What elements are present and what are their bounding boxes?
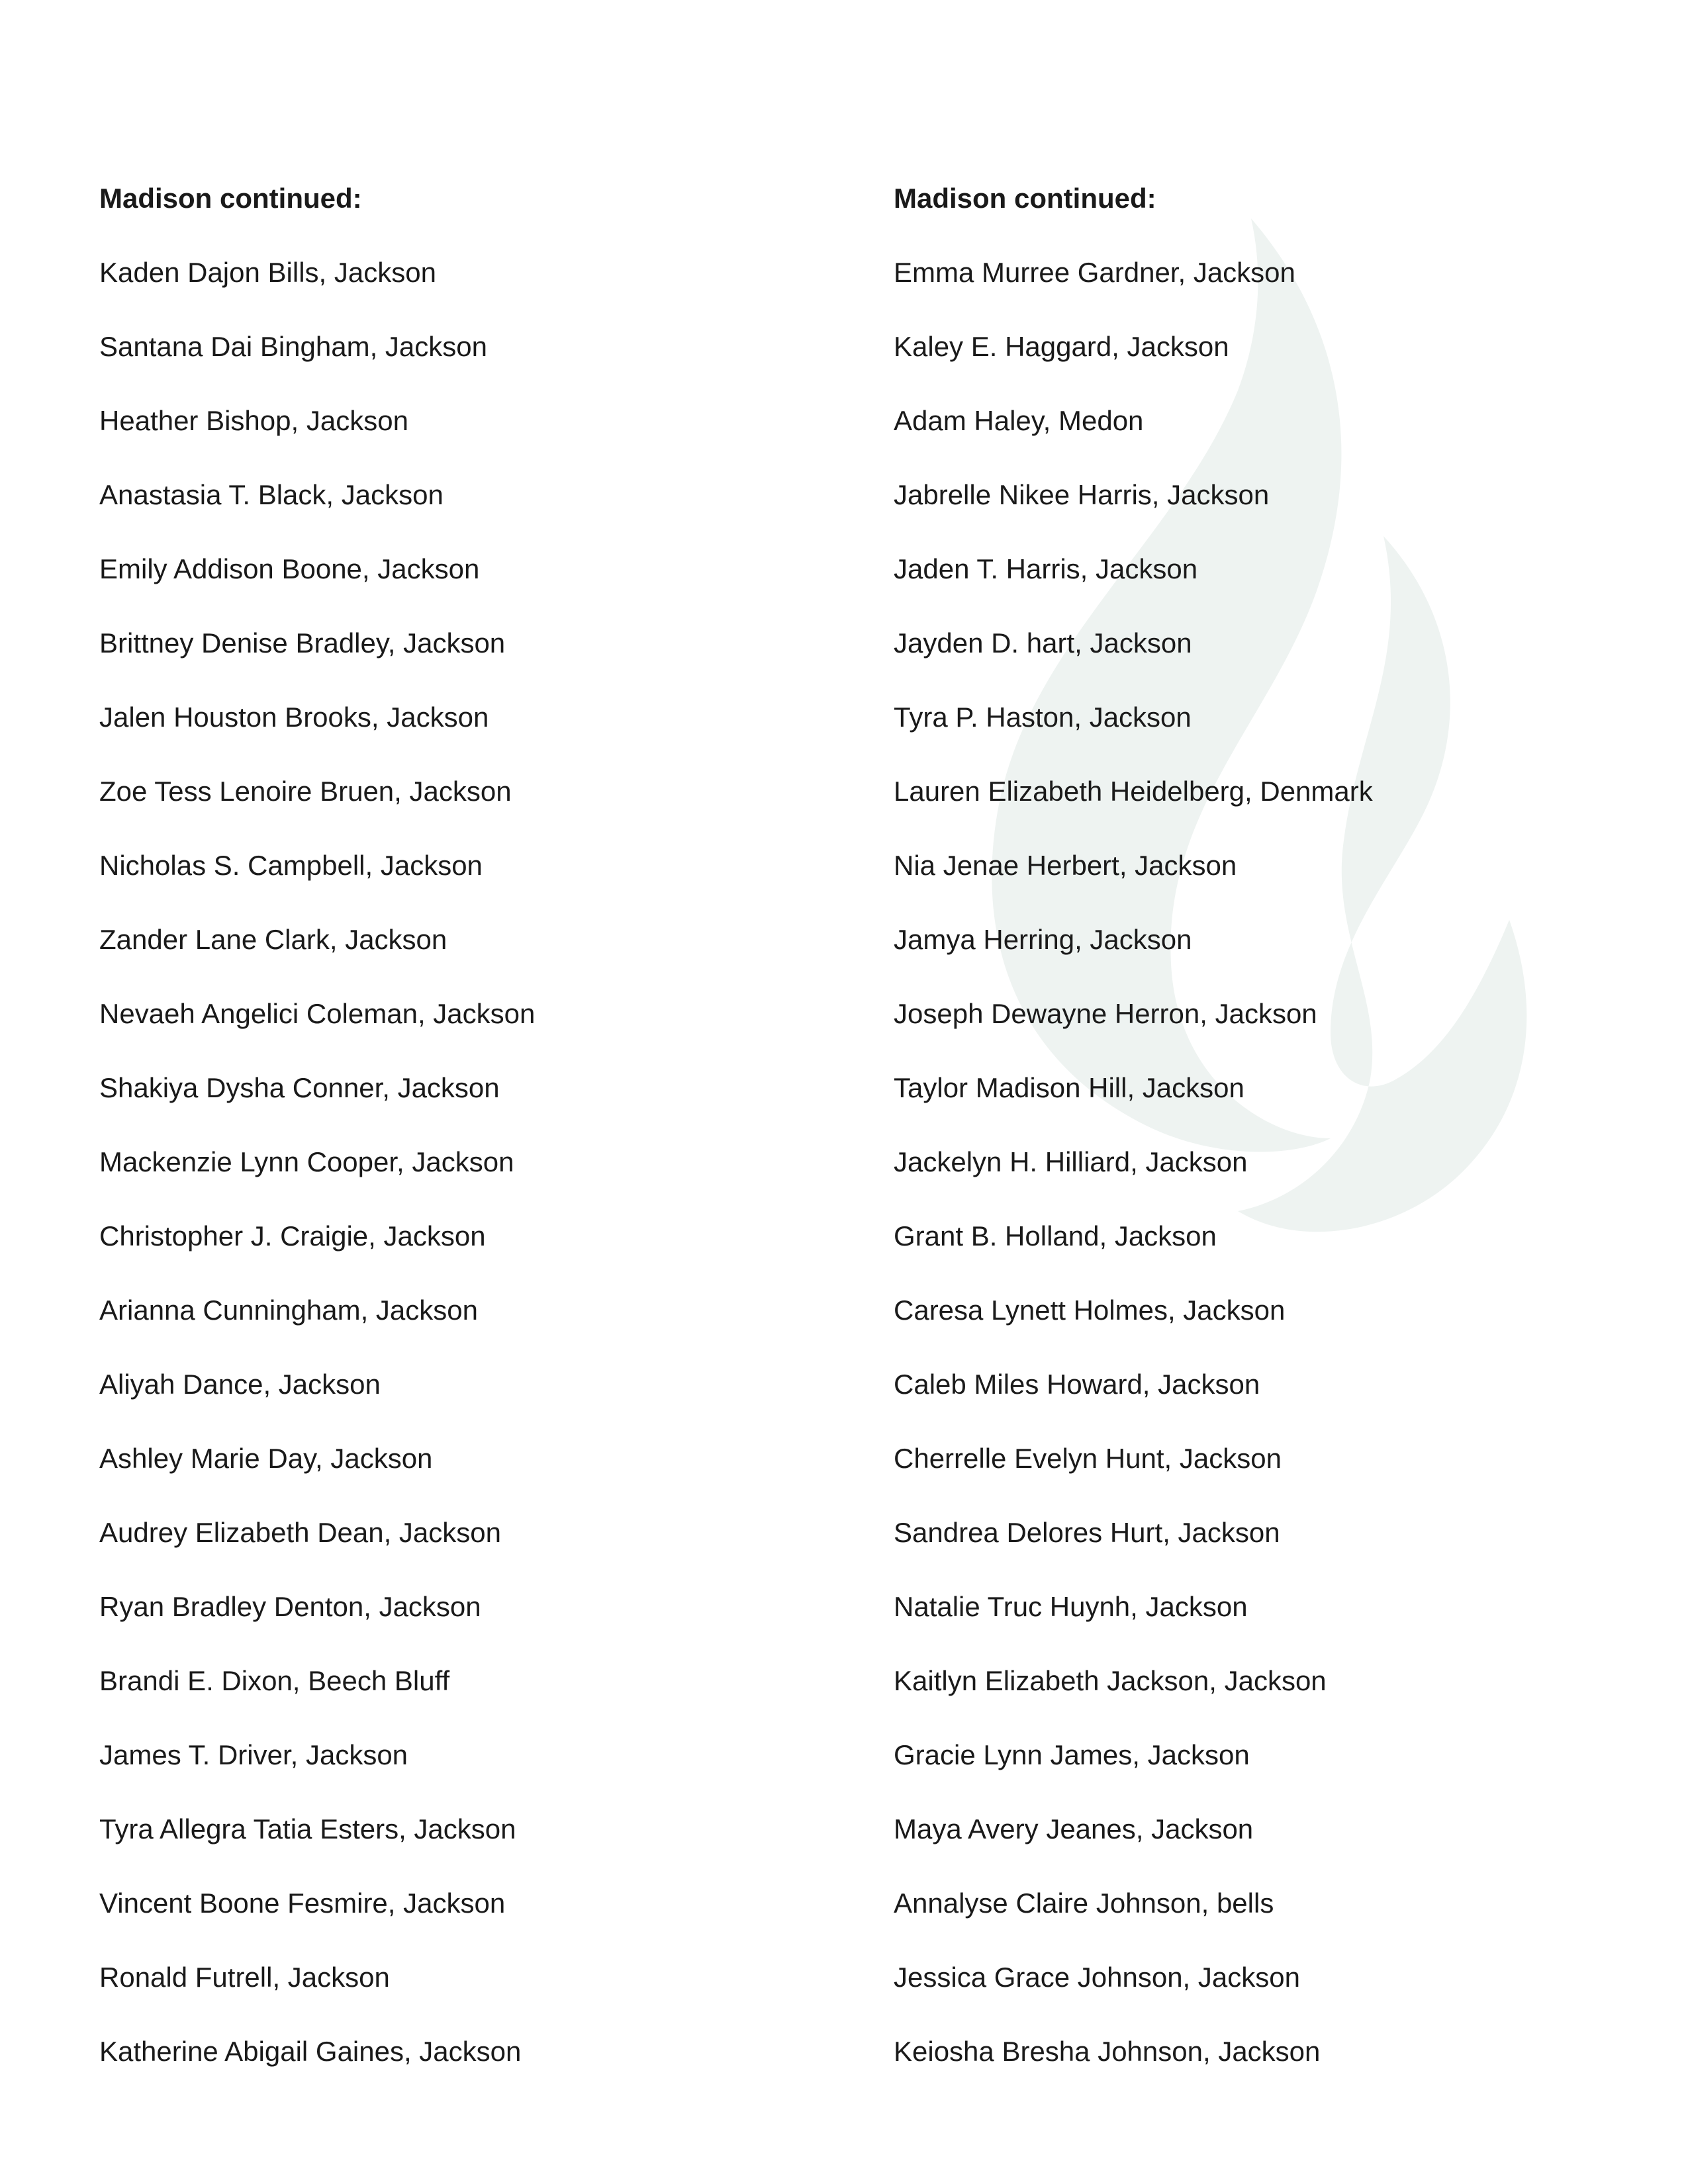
list-item: Kaley E. Haggard, Jackson bbox=[894, 331, 1229, 362]
left-name-list bbox=[99, 251, 535, 2073]
list-item: Jalen Houston Brooks, Jackson bbox=[99, 702, 489, 733]
list-item: Christopher J. Craigie, Jackson bbox=[99, 1220, 486, 1251]
list-item: Cherrelle Evelyn Hunt, Jackson bbox=[894, 1443, 1282, 1474]
list-item: Kaitlyn Elizabeth Jackson, Jackson bbox=[894, 1665, 1327, 1696]
list-item: Emily Addison Boone, Jackson bbox=[99, 553, 480, 584]
list-item: Caleb Miles Howard, Jackson bbox=[894, 1369, 1260, 1400]
list-item: Shakiya Dysha Conner, Jackson bbox=[99, 1072, 500, 1103]
list-item: Maya Avery Jeanes, Jackson bbox=[894, 1813, 1254, 1844]
list-item: Santana Dai Bingham, Jackson bbox=[99, 331, 488, 362]
left-column-heading: Madison continued: bbox=[99, 183, 362, 214]
list-item: Grant B. Holland, Jackson bbox=[894, 1220, 1217, 1251]
list-item: Ryan Bradley Denton, Jackson bbox=[99, 1591, 481, 1622]
list-item: Nevaeh Angelici Coleman, Jackson bbox=[99, 998, 536, 1029]
list-item: Katherine Abigail Gaines, Jackson bbox=[99, 2036, 522, 2067]
list-item: Gracie Lynn James, Jackson bbox=[894, 1739, 1250, 1770]
left-column bbox=[99, 177, 535, 2105]
list-item: Emma Murree Gardner, Jackson bbox=[894, 257, 1295, 288]
list-item: Vincent Boone Fesmire, Jackson bbox=[99, 1888, 506, 1919]
list-item: Joseph Dewayne Herron, Jackson bbox=[894, 998, 1317, 1029]
list-item: Jaden T. Harris, Jackson bbox=[894, 553, 1198, 584]
list-item: Mackenzie Lynn Cooper, Jackson bbox=[99, 1146, 514, 1177]
list-item: Tyra Allegra Tatia Esters, Jackson bbox=[99, 1813, 516, 1844]
list-item: Natalie Truc Huynh, Jackson bbox=[894, 1591, 1248, 1622]
list-item: Ashley Marie Day, Jackson bbox=[99, 1443, 433, 1474]
list-item: Zander Lane Clark, Jackson bbox=[99, 924, 447, 955]
right-column bbox=[894, 177, 1373, 2105]
list-item: Jamya Herring, Jackson bbox=[894, 924, 1192, 955]
list-item: Nicholas S. Campbell, Jackson bbox=[99, 850, 483, 881]
list-item: Tyra P. Haston, Jackson bbox=[894, 702, 1192, 733]
list-item: Aliyah Dance, Jackson bbox=[99, 1369, 381, 1400]
list-item: Jackelyn H. Hilliard, Jackson bbox=[894, 1146, 1248, 1177]
list-item: Ronald Futrell, Jackson bbox=[99, 1962, 390, 1993]
right-column-heading: Madison continued: bbox=[894, 183, 1156, 214]
list-item: Zoe Tess Lenoire Bruen, Jackson bbox=[99, 776, 512, 807]
list-item: Brandi E. Dixon, Beech Bluff bbox=[99, 1665, 450, 1696]
list-item: Heather Bishop, Jackson bbox=[99, 405, 408, 436]
list-item: Arianna Cunningham, Jackson bbox=[99, 1295, 479, 1326]
list-item: Lauren Elizabeth Heidelberg, Denmark bbox=[894, 776, 1373, 807]
list-item: Kaden Dajon Bills, Jackson bbox=[99, 257, 436, 288]
list-item: Jabrelle Nikee Harris, Jackson bbox=[894, 479, 1270, 510]
list-item: Jessica Grace Johnson, Jackson bbox=[894, 1962, 1300, 1993]
list-item: Taylor Madison Hill, Jackson bbox=[894, 1072, 1244, 1103]
list-item: Caresa Lynett Holmes, Jackson bbox=[894, 1295, 1286, 1326]
list-item: Brittney Denise Bradley, Jackson bbox=[99, 627, 506, 659]
list-item: James T. Driver, Jackson bbox=[99, 1739, 408, 1770]
right-name-list bbox=[894, 251, 1373, 2073]
list-item: Keiosha Bresha Johnson, Jackson bbox=[894, 2036, 1321, 2067]
list-item: Jayden D. hart, Jackson bbox=[894, 627, 1192, 659]
list-item: Anastasia T. Black, Jackson bbox=[99, 479, 444, 510]
list-item: Adam Haley, Medon bbox=[894, 405, 1144, 436]
list-item: Annalyse Claire Johnson, bells bbox=[894, 1888, 1274, 1919]
list-item: Nia Jenae Herbert, Jackson bbox=[894, 850, 1237, 881]
list-item: Sandrea Delores Hurt, Jackson bbox=[894, 1517, 1280, 1548]
list-item: Audrey Elizabeth Dean, Jackson bbox=[99, 1517, 502, 1548]
